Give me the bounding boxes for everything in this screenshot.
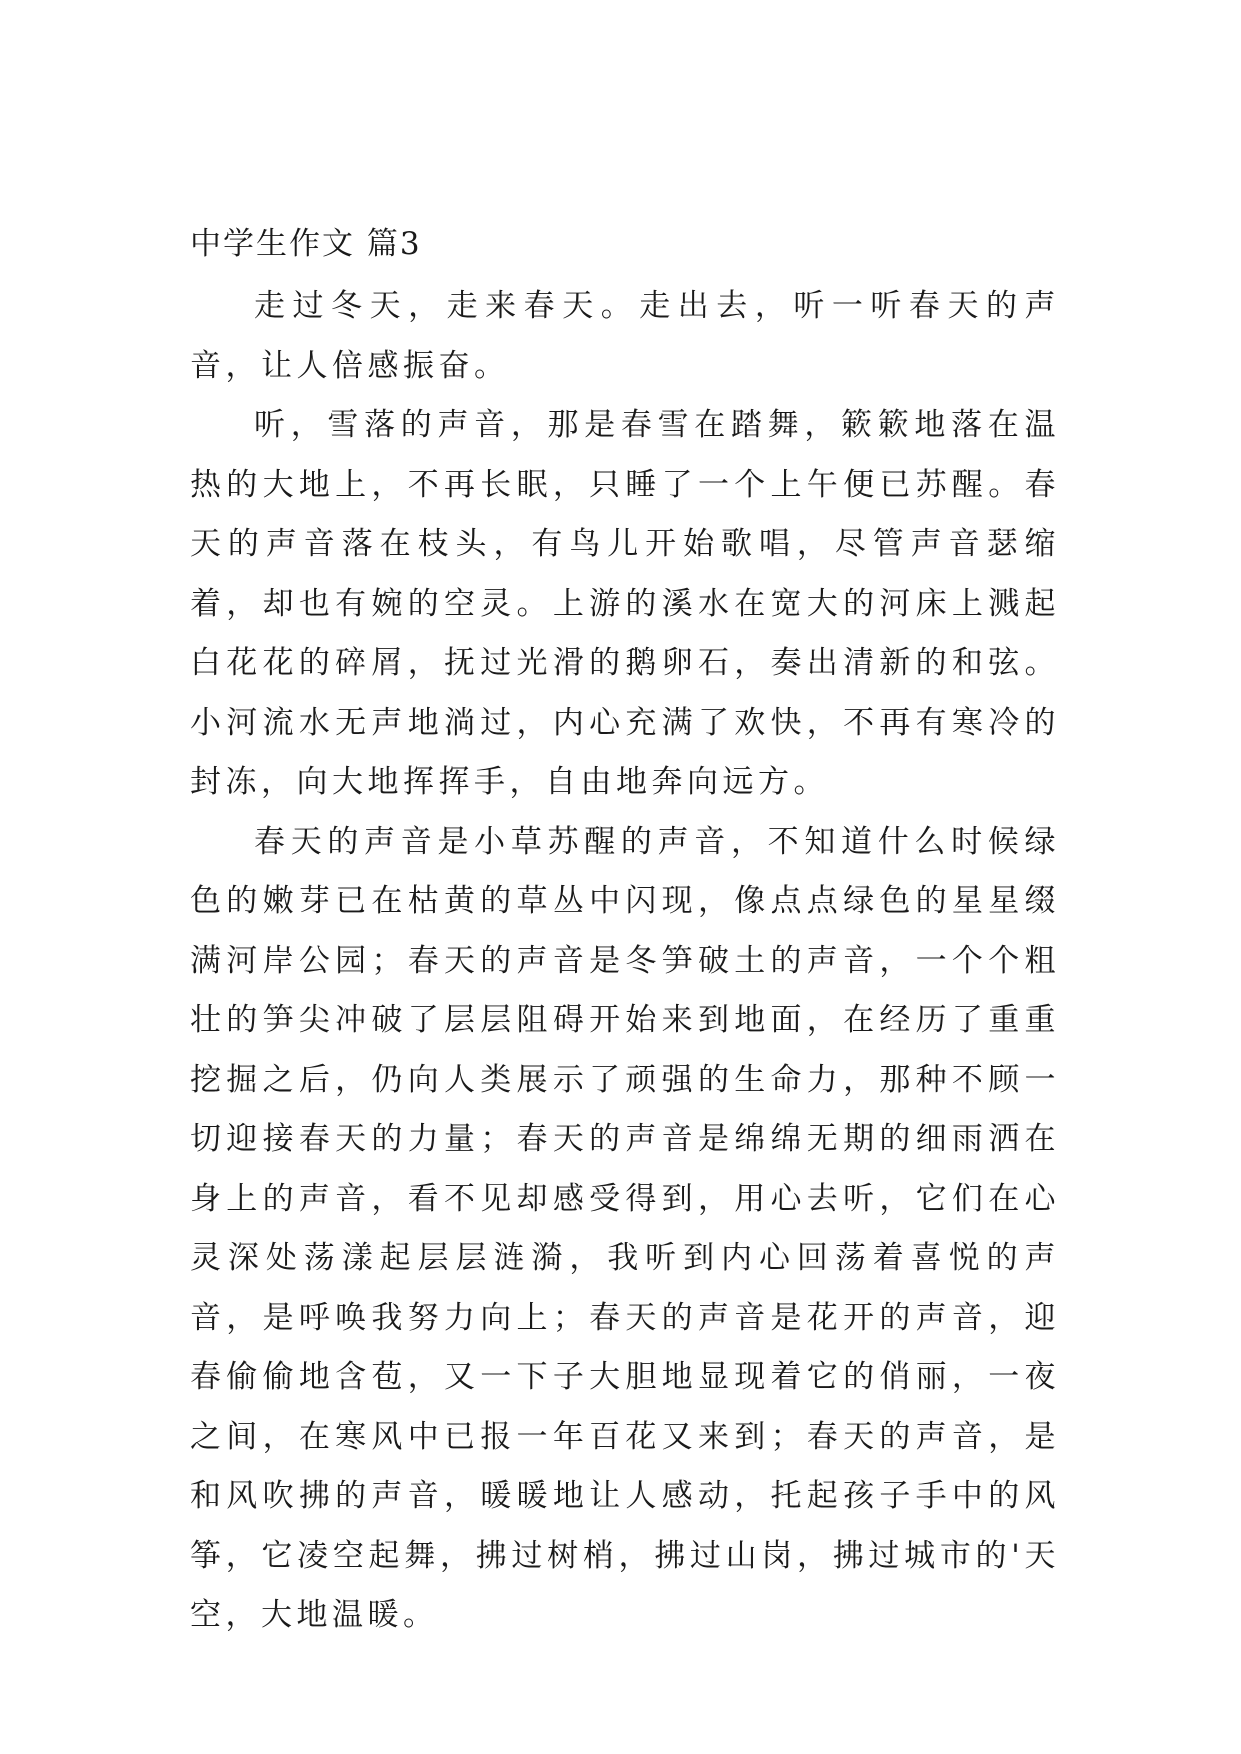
paragraph-2: 听，雪落的声音，那是春雪在踏舞，簌簌地落在温热的大地上，不再长眠，只睡了一个上午便已苏醒。春天的声音落在枝头，有鸟儿开始歌唱，尽管声音瑟缩着，却也有婉的空灵。上游的溪水在宽大的河床上溅起白花花的碎屑，抚过光滑的鹅卵石，奏出清新的和弦。小河流水无声地淌过，内心充满了欢快，不再有寒冷的封冻，向大地挥挥手，自由地奔向远方。 — [190, 407, 1060, 800]
paragraph-1: 走过冬天，走来春天。走出去，听一听春天的声音，让人倍感振奋。 — [190, 288, 1060, 384]
document-title: 中学生作文 篇3 — [190, 226, 422, 262]
paragraph-3: 春天的声音是小草苏醒的声音，不知道什么时候绿色的嫩芽已在枯黄的草丛中闪现，像点点绿色的星星缀满河岸公园；春天的声音是冬笋破土的声音，一个个粗壮的笋尖冲破了层层阻碍开始来到地面，在经历了重重挖掘之后，仍向人类展示了顽强的生命力，那种不顾一切迎接春天的力量；春天的声音是绵绵无期的细雨洒在身上的声音，看不见却感受得到，用心去听，它们在心灵深处荡漾起层层涟漪，我听到内心回荡着喜悦的声音，是呼唤我努力向上；春天的声音是花开的声音，迎春偷偷地含苞，又一下子大胆地显现着它的俏丽，一夜之间，在寒风中已报一年百花又来到；春天的声音，是和风吹拂的声音，暖暖地让人感动，托起孩子手中的风筝，它凌空起舞，拂过树梢，拂过山岗，拂过城市的'天空，大地温暖。 — [190, 823, 1060, 1633]
document-body — [190, 277, 1060, 1646]
